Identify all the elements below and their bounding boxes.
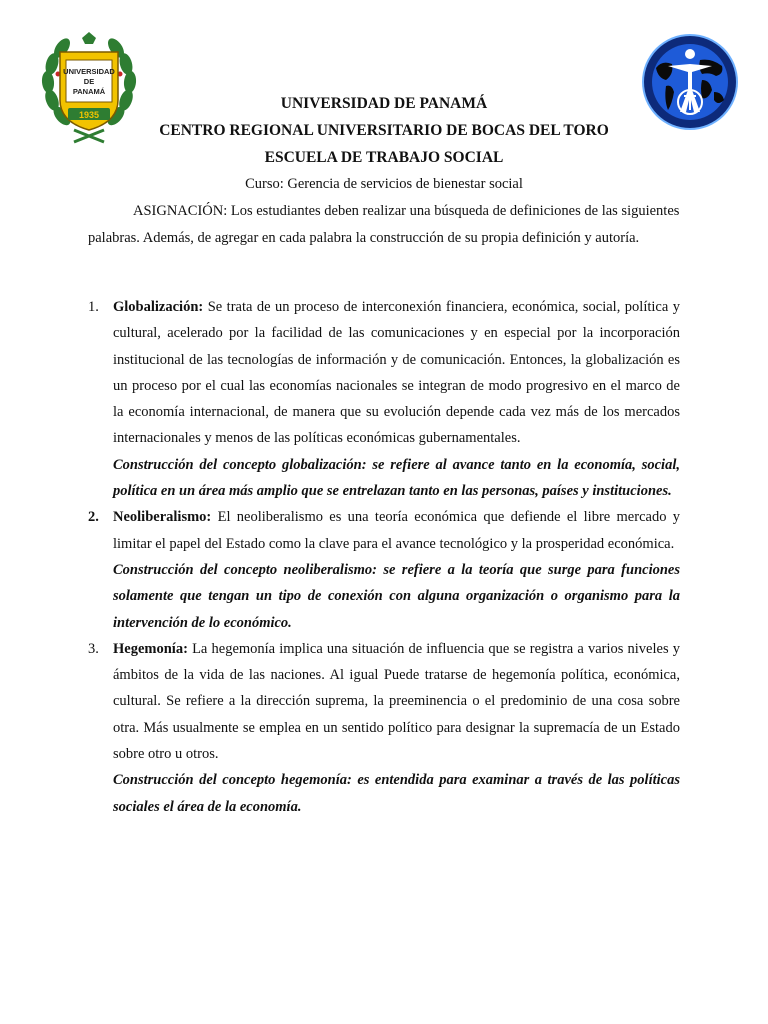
item-definition-text: Se trata de un proceso de interconexión financiera, económica, social, política y cultural, acelerado por la facilidad de las comunicaciones y en especial por la incorporación institucional de las tecnologías de información y de comunicación. Entonces, la globalización es un proceso por el cual las economías nacionales se integran de modo progresivo en el marco de la economía internacional, de manera que su evolución depende cada vez más de los mercados internacionales y menos de las políticas económicas gubernamentales.	[113, 299, 680, 447]
course-line: Curso: Gerencia de servicios de bienestar social	[245, 176, 523, 192]
item-definition-text: La hegemonía implica una situación de influencia que se registra a varios niveles y ámbitos de la vida de las naciones. Al igual Puede tratarse de hegemonía política, económica, cultural. Se refiere a la dirección suprema, la preeminencia o el predominio de una cosa sobre otra. Más usualmente se emplea en un sentido político para designar la supremacía de un Estado sobre otro u otros.	[113, 640, 681, 763]
item-construction: Construcción del concepto hegemonía: es entendida para examinar a través de las políticas sociales el área de la economía.	[113, 772, 680, 815]
list-item	[88, 504, 680, 635]
logo-text-bottom: PANAMÁ	[72, 87, 106, 96]
assignment-paragraph	[88, 198, 680, 252]
school-name: ESCUELA DE TRABAJO SOCIAL	[264, 149, 504, 166]
logo-year: 1935	[78, 110, 100, 120]
item-term: Globalización:	[113, 299, 204, 315]
item-definition	[113, 504, 680, 557]
assignment-text: ASIGNACIÓN: Los estudiantes deben realizar una búsqueda de definiciones de las siguientes palabras. Además, de agregar en cada palabra la construcción de su propia definición y autoría.	[88, 203, 680, 246]
item-number: 3.	[88, 640, 99, 657]
logo-text-top: UNIVERSIDAD	[63, 67, 115, 76]
item-construction: Construcción del concepto neoliberalismo: se refiere a la teoría que surge para funciones solamente que tengan un tipo de conexión con alguna organización o organismo para la intervención de lo económico.	[113, 561, 680, 631]
item-definition	[113, 294, 680, 452]
item-number: 1.	[88, 299, 99, 315]
item-definition	[113, 636, 680, 767]
item-definition-text: El neoliberalismo es una teoría económica que defiende el libre mercado y limitar el papel del Estado como la clave para el avance tecnológico y la prosperidad económica.	[113, 509, 681, 552]
item-construction: Construcción del concepto globalización: se refiere al avance tanto en la economía, social, política en un área más amplio que se entrelazan tanto en las personas, países y instituciones.	[113, 456, 680, 500]
document-header	[0, 90, 768, 198]
definitions-list	[88, 294, 680, 820]
item-term: Neoliberalismo:	[113, 509, 212, 526]
list-item	[88, 636, 680, 820]
list-item	[88, 294, 680, 504]
university-name: UNIVERSIDAD DE PANAMÁ	[280, 95, 488, 112]
logo-text-mid: DE	[83, 77, 95, 86]
regional-center-name: CENTRO REGIONAL UNIVERSITARIO DE BOCAS DEL TORO	[159, 122, 609, 139]
item-term: Hegemonía:	[113, 640, 188, 657]
item-number: 2.	[88, 509, 99, 526]
